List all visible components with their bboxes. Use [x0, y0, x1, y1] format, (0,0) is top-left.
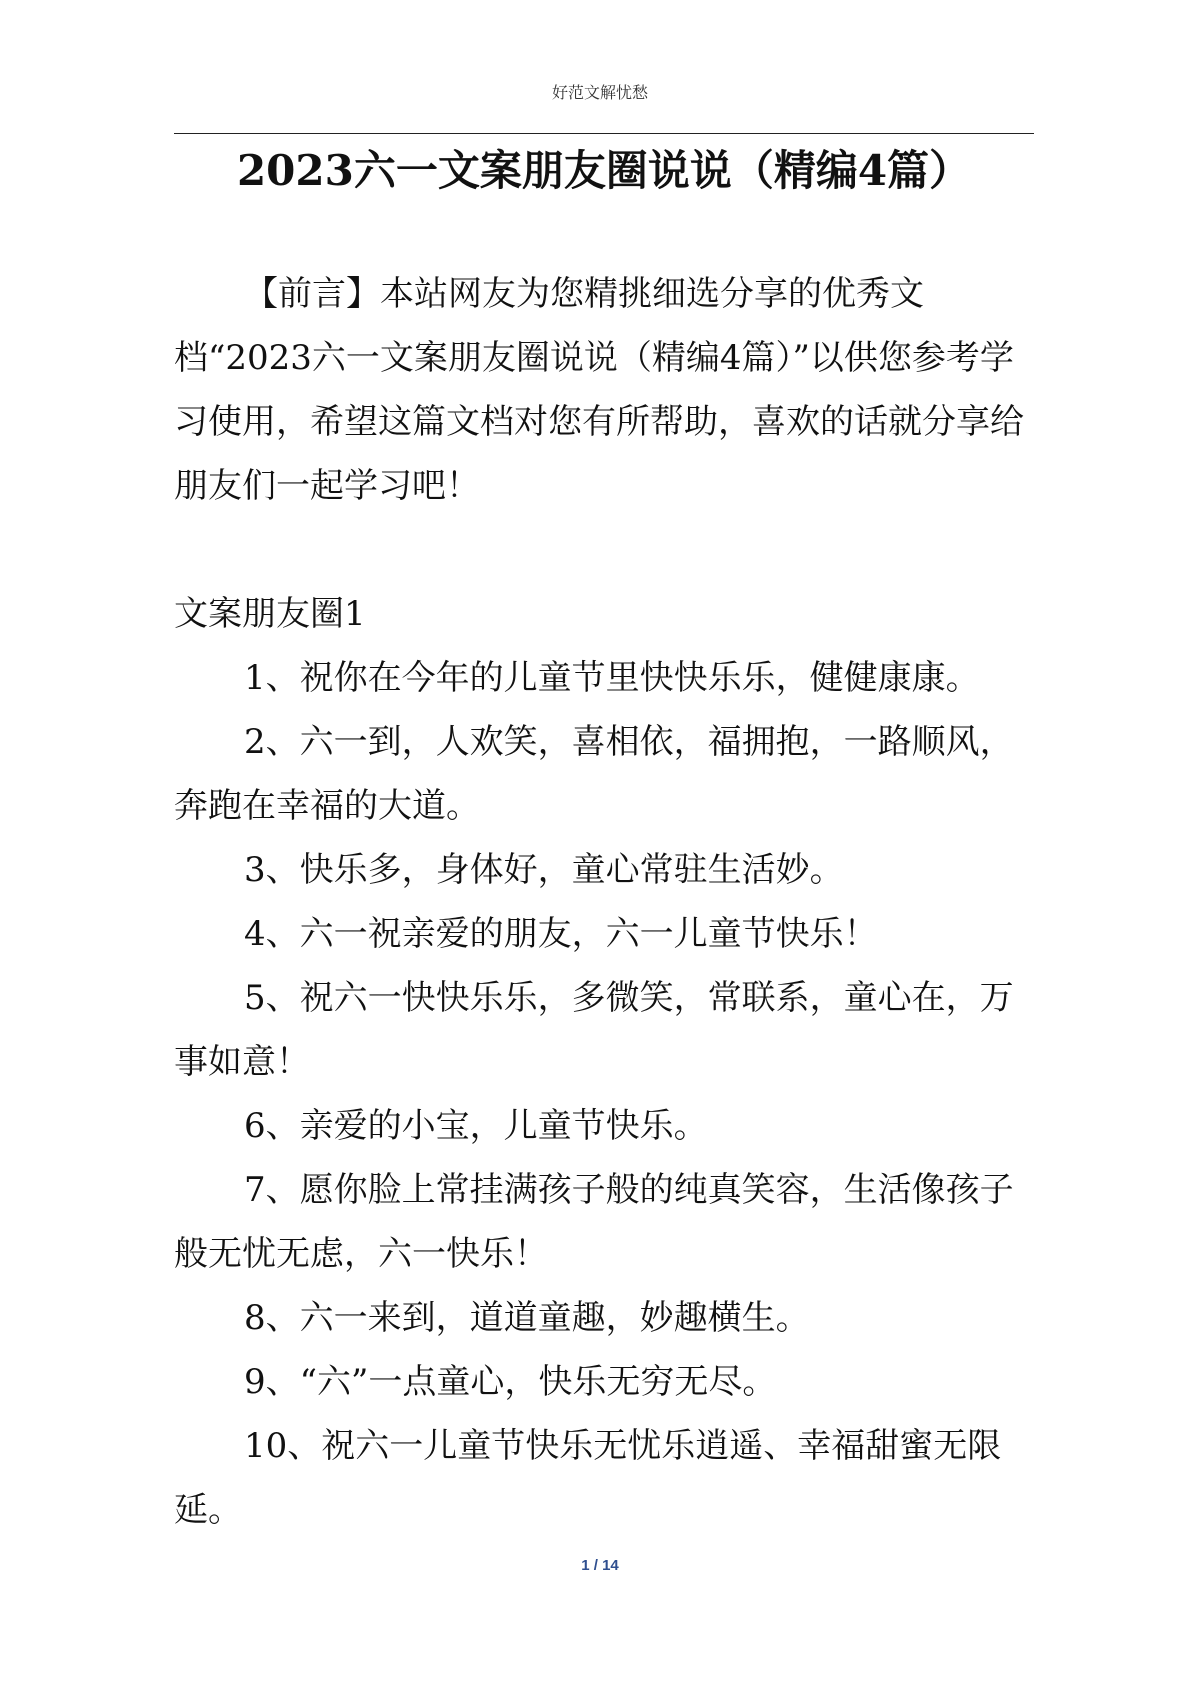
- document-body: [174, 262, 1034, 1542]
- page-header: 好范文解忧愁: [551, 83, 648, 102]
- document-title: 2023六一文案朋友圈说说（精编4篇）: [236, 146, 972, 195]
- paragraph-spacer: [174, 518, 1034, 582]
- list-item: 8、六一来到，道道童趣，妙趣横生。: [244, 1298, 810, 1338]
- list-item: 4、六一祝亲爱的朋友，六一儿童节快乐！: [244, 914, 878, 954]
- list-item: 3、快乐多，身体好，童心常驻生活妙。: [244, 850, 844, 890]
- list-item: 2、六一到，人欢笑，喜相依，福拥抱，一路顺风，奔跑在幸福的大道。: [174, 722, 1014, 826]
- preface-paragraph: 【前言】本站网友为您精挑细选分享的优秀文档“2023六一文案朋友圈说说（精编4篇）”以供您参考学习使用，希望这篇文档对您有所帮助，喜欢的话就分享给朋友们一起学习吧！: [174, 274, 1024, 506]
- list-item: 1、祝你在今年的儿童节里快快乐乐，健健康康。: [244, 658, 980, 698]
- list-item: 10、祝六一儿童节快乐无忧乐逍遥、幸福甜蜜无限延。: [174, 1426, 1002, 1530]
- header-divider: [174, 133, 1034, 134]
- list-item: 7、愿你脸上常挂满孩子般的纯真笑容，生活像孩子般无忧无虑，六一快乐！: [174, 1170, 1014, 1274]
- list-item: 6、亲爱的小宝，儿童节快乐。: [244, 1106, 708, 1146]
- section-heading: 文案朋友圈1: [174, 594, 366, 634]
- list-item: 9、“六”一点童心，快乐无穷无尽。: [244, 1362, 777, 1402]
- page-number: 1 / 14: [581, 1557, 619, 1574]
- list-item: 5、祝六一快快乐乐，多微笑，常联系，童心在，万事如意！: [174, 978, 1014, 1082]
